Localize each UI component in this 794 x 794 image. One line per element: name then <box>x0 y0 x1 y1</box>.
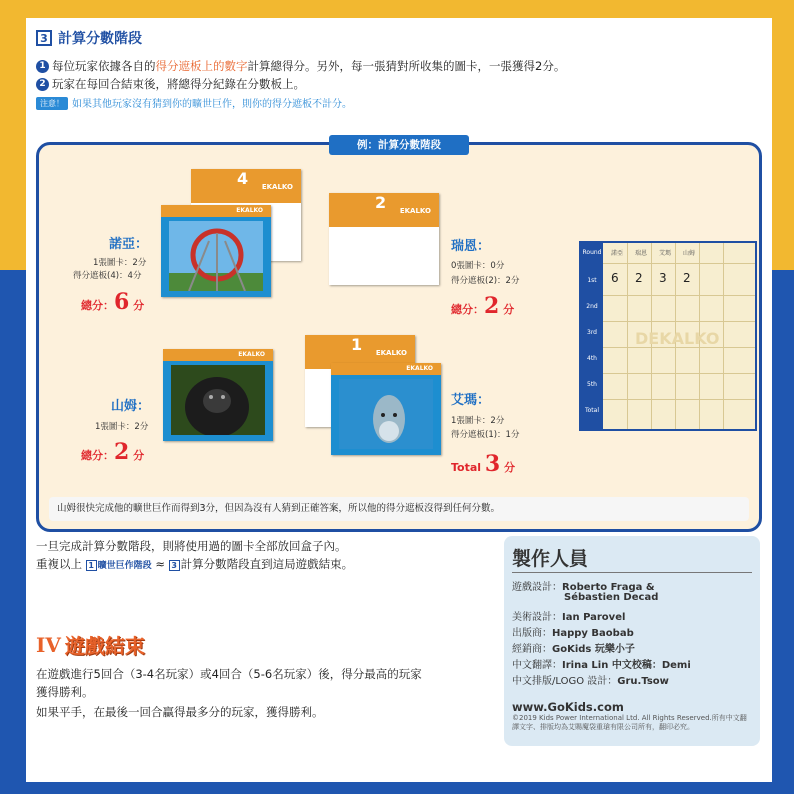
phase-chip-1-num: 1 <box>86 560 97 571</box>
card-logo: EKALKO <box>406 365 433 372</box>
credit-value: Ian Parovel <box>562 612 626 623</box>
score-cell: 6 <box>611 271 619 285</box>
phase-chip-2-num: 3 <box>169 560 180 571</box>
total-unit: 分 <box>504 461 516 474</box>
credit-row <box>512 624 634 639</box>
ryan-total <box>451 293 514 319</box>
player-col-2: 瑞恩 <box>635 250 648 257</box>
credit-row <box>512 656 691 671</box>
total-value: 2 <box>484 293 500 319</box>
credit-label: 經銷商： <box>512 644 552 655</box>
game-end-title-text: 遊戲結束 <box>64 634 145 658</box>
sam-cards: 1張圖卡：2分 <box>95 422 149 432</box>
noah-total <box>81 289 144 315</box>
rule-2 <box>36 76 305 92</box>
board-number: 2 <box>375 193 387 212</box>
rule-1-pre: 每位玩家依據各自的 <box>52 59 156 73</box>
player-col-3: 艾瑪 <box>659 250 672 257</box>
total-value: 3 <box>484 451 501 477</box>
scoreboard-header <box>603 243 755 263</box>
ryan-cards: 0張圖卡：0分 <box>451 261 505 271</box>
total-label: 總分： <box>81 449 114 462</box>
player-col-1: 諾亞 <box>611 250 624 257</box>
credits-title: 製作人員 <box>512 548 589 570</box>
copyright-text: ©2019 Kids Power International Ltd. All Rights Reserved.所有中文翻譯文字、排版均為艾賜魔袋重瑲有限公司所有，翻印必究。 <box>512 714 747 731</box>
after-line-2 <box>36 556 353 572</box>
card-logo: EKALKO <box>238 351 265 358</box>
credit-label: 遊戲設計： <box>512 582 562 593</box>
grid-line <box>603 399 755 400</box>
rule-1 <box>36 58 565 74</box>
rollercoaster-image <box>169 221 263 291</box>
grid-line <box>603 321 755 322</box>
emma-boards: 得分遮板(1)：1分 <box>451 430 520 440</box>
credit-value: Roberto Fraga & <box>562 582 655 593</box>
round-5th: 5th <box>587 381 597 388</box>
board-number: 1 <box>351 335 363 354</box>
example-tag: 例：計算分數階段 <box>329 135 469 155</box>
round-1st: 1st <box>587 277 597 284</box>
round-header: Round <box>582 249 602 256</box>
grid-line <box>603 295 755 296</box>
total-label: 總分： <box>451 303 484 316</box>
picture-card-rollercoaster <box>161 205 271 297</box>
round-4th: 4th <box>587 355 597 362</box>
rule-2-text: 玩家在每回合結束後，將總得分紀錄在分數板上。 <box>52 77 305 91</box>
section-title <box>36 28 142 48</box>
credit-row <box>512 578 655 593</box>
total-unit: 分 <box>133 299 145 312</box>
credit-label: 中文排版/LOGO 設計： <box>512 676 618 687</box>
player-name-ryan: 瑞恩： <box>451 239 491 254</box>
card-logo: EKALKO <box>375 349 407 357</box>
credit-row <box>512 672 669 687</box>
ryan-boards: 得分遮板(2)：2分 <box>451 276 520 286</box>
scoreboard-watermark: DEKALKO <box>635 329 720 348</box>
card-logo: EKALKO <box>236 207 263 214</box>
card-logo: EKALKO <box>261 183 293 191</box>
gorilla-image <box>171 365 265 435</box>
dolphin-image <box>339 379 433 449</box>
total-label: Total <box>451 461 485 474</box>
game-end-title <box>36 630 145 659</box>
website-link[interactable]: www.GoKids.com <box>512 700 624 714</box>
note <box>36 95 352 110</box>
example-box <box>36 139 762 532</box>
picture-card-dolphin <box>331 363 441 455</box>
game-end-p1: 在遊戲進行5回合（3-4名玩家）或4回合（5-6名玩家）後，得分最高的玩家 <box>36 667 422 681</box>
after-line-2-post: 計算分數階段直到這局遊戲結束。 <box>180 557 354 571</box>
section-title-text: 計算分數階段 <box>58 31 142 47</box>
credit-row <box>512 608 625 623</box>
emma-cards: 1張圖卡：2分 <box>451 416 505 426</box>
credit-label: 出版商： <box>512 628 552 639</box>
player-name-noah: 諾亞： <box>109 237 149 252</box>
board-number: 4 <box>237 169 249 188</box>
emma-total <box>451 451 515 477</box>
after-line-2-pre: 重複以上 <box>36 557 82 571</box>
repeat-arrow: ≈ <box>155 557 165 571</box>
picture-card-gorilla <box>163 349 273 441</box>
phase-chip-1 <box>86 558 152 571</box>
phase-chip-1-label: 曠世巨作階段 <box>97 561 152 571</box>
example-footer: 山姆很快完成他的曠世巨作而得到3分，但因為沒有人猜到正確答案，所以他的得分遮板沒得到任何分數。 <box>49 497 749 521</box>
round-total: Total <box>584 407 599 414</box>
score-board-card-ryan <box>329 193 439 285</box>
grid-line <box>627 243 628 429</box>
total-label: 總分： <box>81 299 114 312</box>
game-end-p2: 如果平手，在最後一回合贏得最多分的玩家，獲得勝利。 <box>36 705 324 719</box>
page-number: 4 <box>34 756 44 774</box>
total-value: 6 <box>114 289 130 315</box>
score-cell: 2 <box>635 271 643 285</box>
score-cell: 2 <box>683 271 691 285</box>
round-2nd: 2nd <box>586 303 598 310</box>
credit-label: 美術設計： <box>512 612 562 623</box>
rulebook-page <box>26 18 772 782</box>
note-text: 如果其他玩家沒有猜到你的曠世巨作，則你的得分遮板不計分。 <box>72 99 352 110</box>
credit-label: 中文翻譯： <box>512 660 562 671</box>
credit-row <box>512 640 635 655</box>
round-3rd: 3rd <box>587 329 597 336</box>
credit-value: Gru.Tsow <box>617 676 669 687</box>
rule-1-highlight: 得分遮板上的數字 <box>155 59 248 73</box>
score-cell: 3 <box>659 271 667 285</box>
grid-line <box>603 373 755 374</box>
noah-boards: 得分遮板(4)：4分 <box>73 271 142 281</box>
grid-line <box>603 263 755 264</box>
credits-divider <box>512 572 752 573</box>
rule-2-number: 2 <box>36 78 49 91</box>
credit-value: GoKids 玩樂小子 <box>552 644 635 655</box>
credit-value: Sébastien Decad <box>564 592 659 603</box>
card-logo: EKALKO <box>399 207 431 215</box>
total-unit: 分 <box>133 449 145 462</box>
game-end-p1b: 獲得勝利。 <box>36 685 94 699</box>
player-col-4: 山姆 <box>683 250 696 257</box>
note-tag: 注意！ <box>36 97 68 110</box>
credit-value: Irina Lin 中文校稿：Demi <box>562 660 691 671</box>
total-value: 2 <box>114 439 130 465</box>
noah-cards: 1張圖卡：2分 <box>93 258 147 268</box>
scoreboard <box>579 241 757 431</box>
credits-box <box>504 536 760 746</box>
total-unit: 分 <box>503 303 515 316</box>
player-name-sam: 山姆： <box>111 399 151 414</box>
section-4-icon: IV <box>36 632 61 657</box>
after-line-1: 一旦完成計算分數階段，則將使用過的圖卡全部放回盒子內。 <box>36 539 347 553</box>
rule-1-post: 計算總得分。另外，每一張猜對所收集的圖卡，一張獲得2分。 <box>247 59 566 73</box>
credit-row <box>564 592 658 603</box>
player-name-emma: 艾瑪： <box>451 393 491 408</box>
phase-chip-2 <box>169 560 181 571</box>
sam-total <box>81 439 144 465</box>
credit-value: Happy Baobab <box>552 628 634 639</box>
grid-line <box>723 243 724 429</box>
section-number-box: 3 <box>36 30 52 46</box>
rule-1-number: 1 <box>36 60 49 73</box>
